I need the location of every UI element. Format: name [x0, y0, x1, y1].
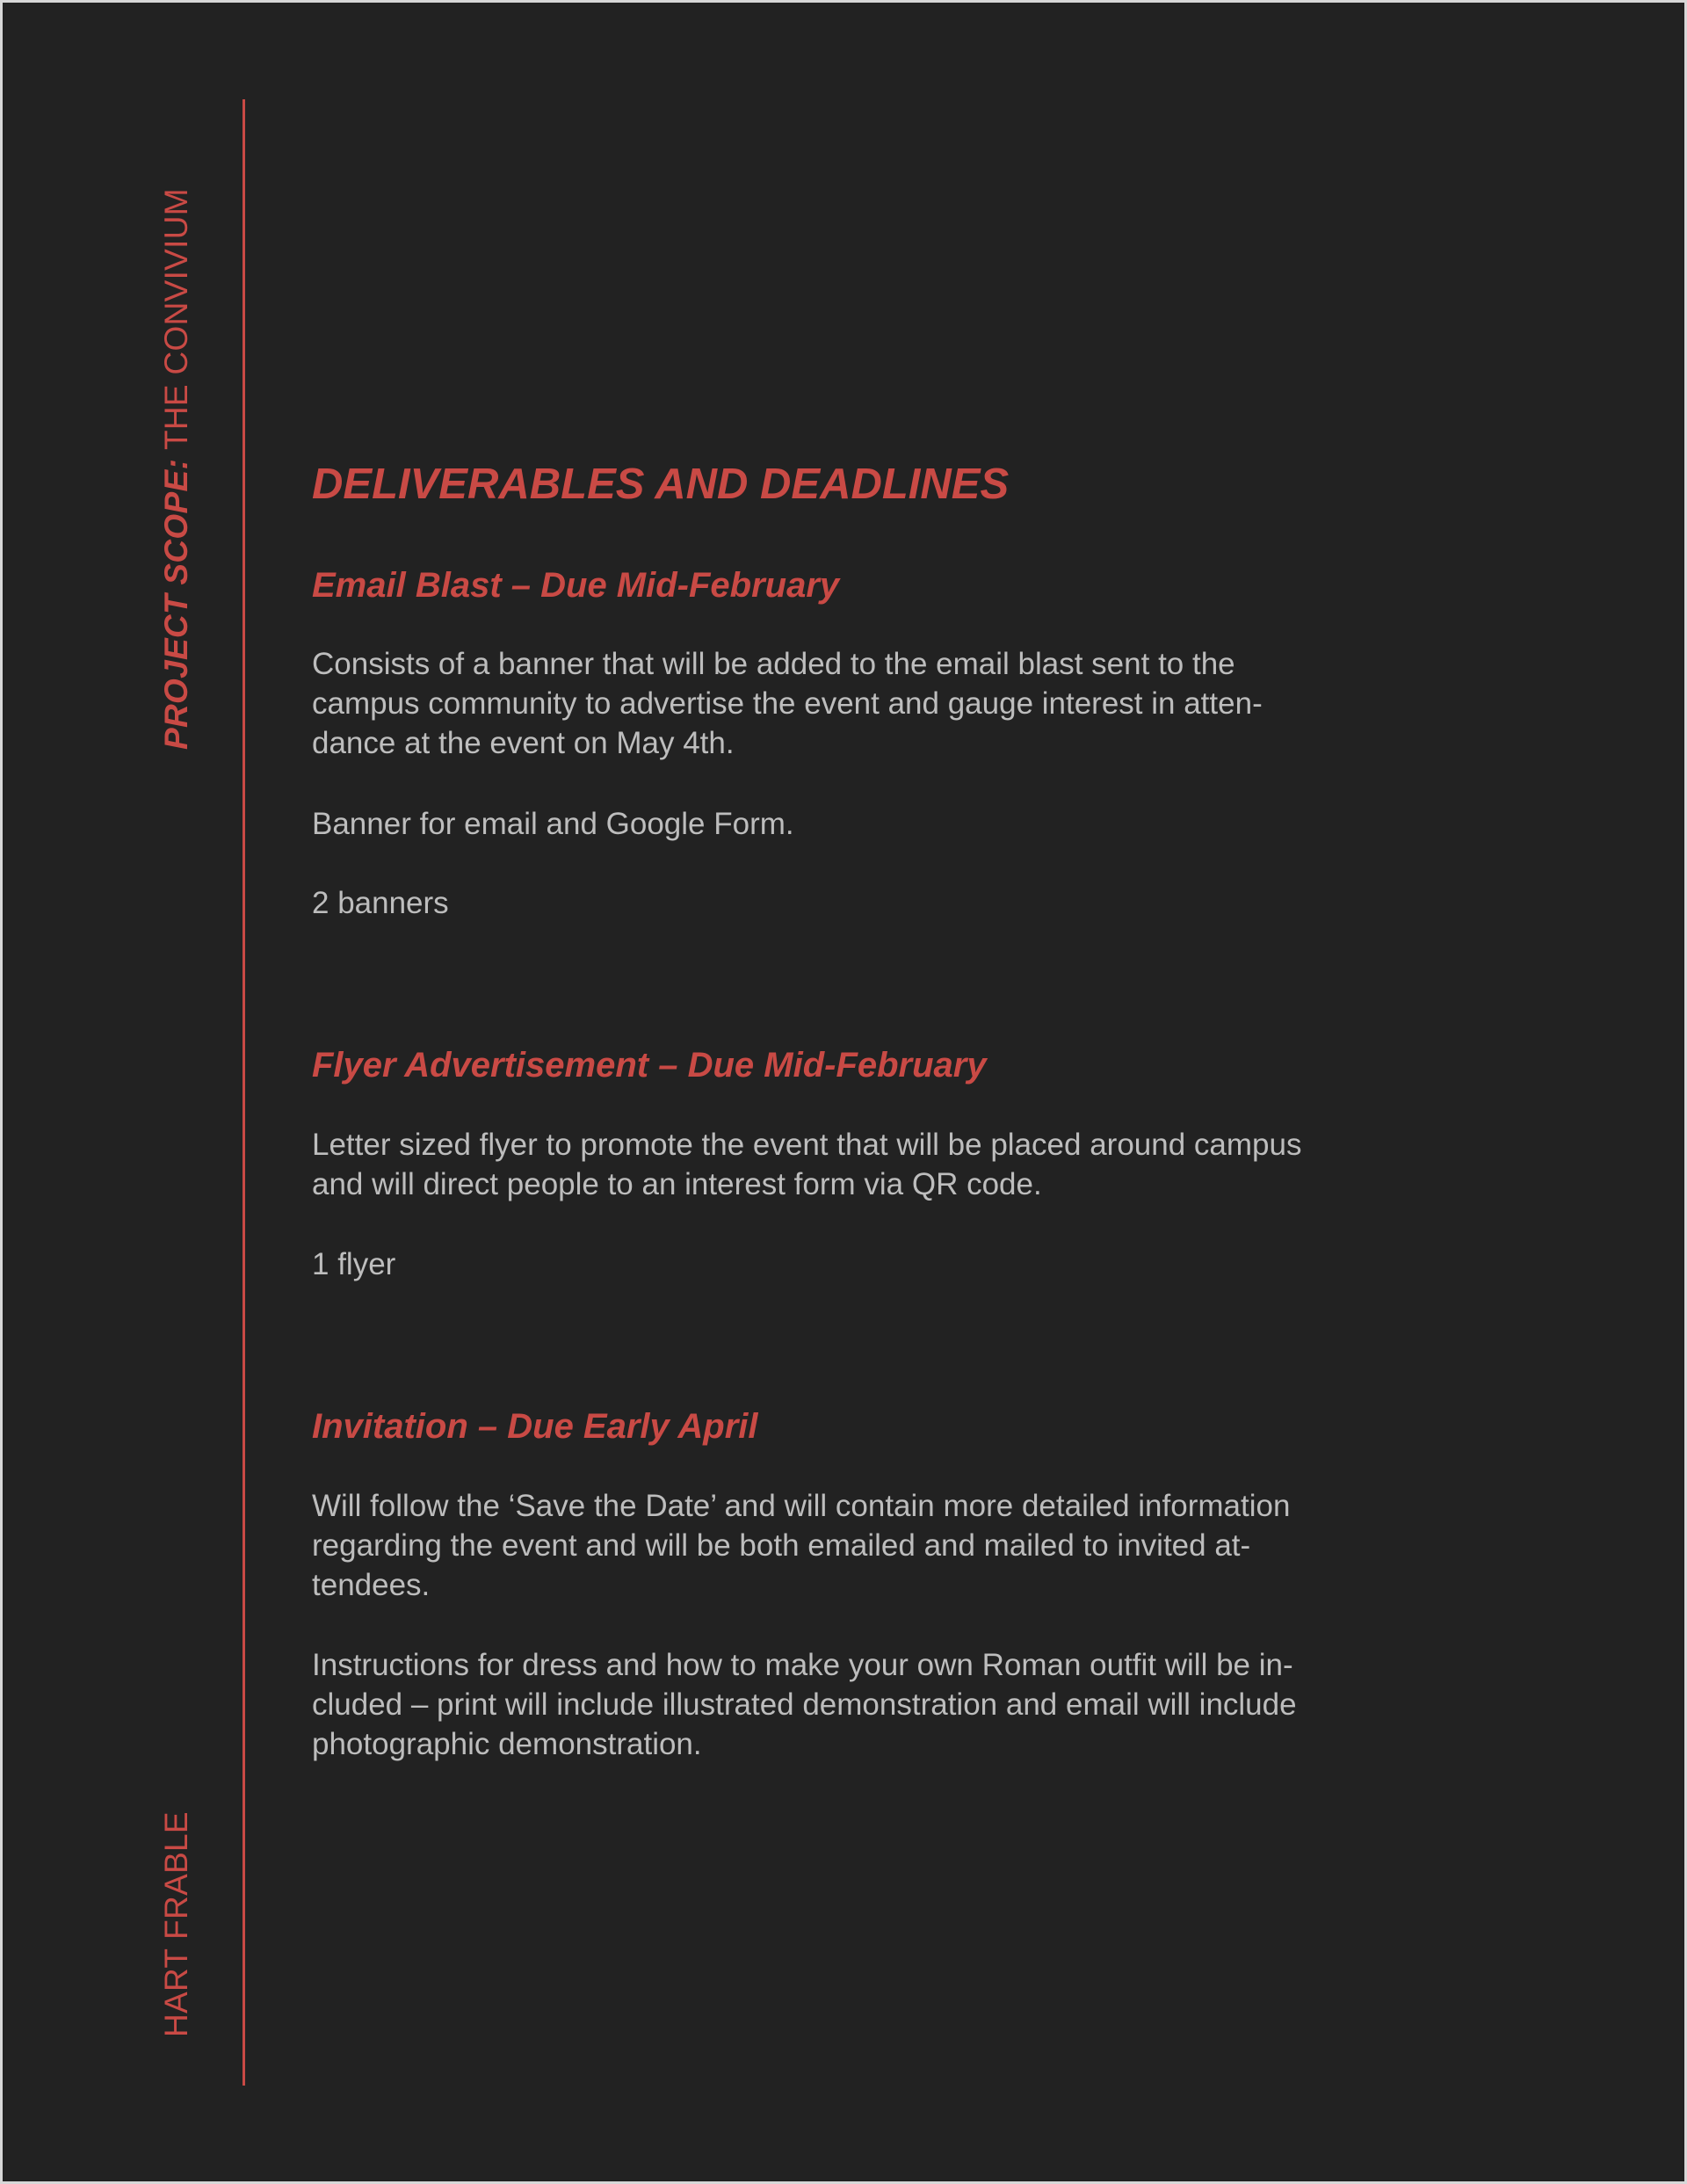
- paragraph-line: dance at the event on May 4th.: [312, 726, 735, 760]
- page-title: DELIVERABLES AND DEADLINES: [312, 461, 1010, 508]
- author-name: [159, 1811, 194, 2037]
- section-paragraph: [312, 644, 1445, 763]
- project-scope-title: THE CONVIVIUM: [158, 188, 194, 450]
- paragraph-line: 2 banners: [312, 886, 449, 920]
- section-title-flyer-advertisement: Flyer Advertisement – Due Mid-February: [312, 1046, 987, 1085]
- paragraph-line: Letter sized flyer to promote the event that will be placed around campus: [312, 1128, 1302, 1162]
- paragraph-line: and will direct people to an interest form via QR code.: [312, 1167, 1042, 1201]
- paragraph-line: regarding the event and will be both emailed and mailed to invited at-: [312, 1528, 1251, 1563]
- paragraph-line: Will follow the ‘Save the Date’ and will contain more detailed information: [312, 1489, 1291, 1523]
- paragraph-line: photographic demonstration.: [312, 1727, 702, 1761]
- section-paragraph: [312, 804, 1445, 844]
- section-paragraph: [312, 883, 1445, 923]
- document-page: [3, 3, 1684, 2181]
- project-scope-prefix: PROJECT SCOPE:: [158, 458, 194, 750]
- paragraph-line: Banner for email and Google Form.: [312, 807, 794, 841]
- paragraph-line: Consists of a banner that will be added to the email blast sent to the: [312, 647, 1235, 681]
- author-name-text: HART FRABLE: [158, 1811, 194, 2037]
- vertical-divider: [243, 99, 245, 2086]
- paragraph-line: tendees.: [312, 1568, 431, 1602]
- section-paragraph: [312, 1645, 1445, 1764]
- project-scope-label: [159, 188, 194, 750]
- section-paragraph: [312, 1125, 1445, 1204]
- section-title-email-blast: Email Blast – Due Mid-February: [312, 566, 840, 605]
- section-paragraph: [312, 1244, 1445, 1284]
- paragraph-line: 1 flyer: [312, 1247, 396, 1281]
- section-paragraph: [312, 1486, 1445, 1605]
- paragraph-line: cluded – print will include illustrated demonstration and email will include: [312, 1687, 1297, 1722]
- paragraph-line: Instructions for dress and how to make your own Roman outfit will be in-: [312, 1648, 1293, 1682]
- paragraph-line: campus community to advertise the event and gauge interest in atten-: [312, 686, 1263, 721]
- section-title-invitation: Invitation – Due Early April: [312, 1407, 758, 1446]
